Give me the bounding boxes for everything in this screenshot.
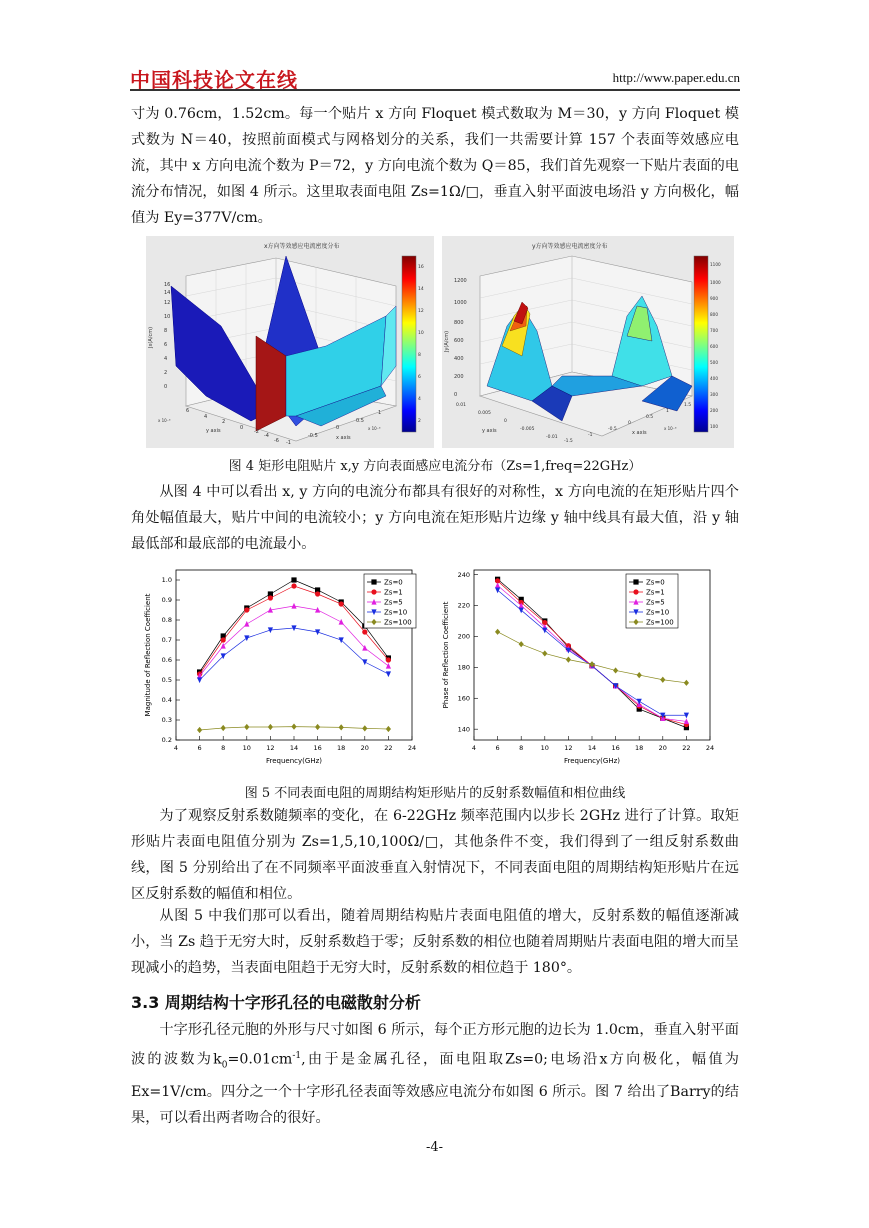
x-tick-label: 16 — [611, 744, 620, 752]
x-tick-label: 22 — [682, 744, 691, 752]
fig4-left-plot — [146, 236, 434, 448]
ztick: 16 — [164, 282, 171, 288]
legend-entry: Zs=5 — [384, 598, 403, 607]
y-tick-label: 160 — [457, 694, 470, 703]
ztick: 4 — [164, 356, 168, 362]
svg-text:12: 12 — [418, 309, 424, 314]
svg-text:0: 0 — [240, 425, 244, 431]
fig4-left-colorbar — [402, 256, 416, 432]
fig4-right-colorbar — [694, 256, 708, 432]
svg-text:-6: -6 — [274, 438, 279, 444]
fig4-left-cbar-ticks — [418, 264, 424, 424]
legend-marker — [371, 589, 376, 594]
legend-entry: Zs=10 — [646, 608, 670, 617]
svg-text:0.01: 0.01 — [456, 403, 467, 408]
data-point — [386, 657, 391, 662]
data-point — [315, 591, 320, 596]
fig5-magnitude-chart — [140, 560, 430, 772]
svg-text:2: 2 — [418, 419, 421, 424]
svg-text:400: 400 — [710, 376, 718, 381]
x-tick-label: 4 — [471, 744, 477, 752]
journal-logo: 中国科技论文在线 — [130, 68, 298, 92]
y-tick-label: 0.8 — [161, 616, 172, 625]
section-title: 3.3 周期结构十字形孔径的电磁散射分析 — [131, 993, 421, 1012]
x-tick-label: 22 — [384, 744, 393, 752]
fig5-phase-chart — [438, 560, 728, 772]
x-tick-label: 12 — [564, 744, 573, 752]
x-tick-label: 18 — [635, 744, 644, 752]
fig4-left-panel — [146, 236, 434, 448]
x-tick-label: 14 — [587, 744, 597, 752]
x-tick-label: 24 — [705, 744, 715, 752]
x-tick-label: 10 — [242, 744, 251, 752]
fig4-right-zticks — [454, 278, 467, 398]
svg-text:1000: 1000 — [710, 280, 721, 285]
data-point — [244, 607, 249, 612]
x-tick-label: 24 — [407, 744, 417, 752]
legend-marker — [633, 589, 638, 594]
fig4-left-title: x方向等效感应电流密度分布 — [264, 243, 340, 250]
ztick: 2 — [164, 370, 168, 376]
svg-text:900: 900 — [710, 296, 718, 301]
svg-text:0.5: 0.5 — [356, 418, 364, 424]
svg-text:0: 0 — [504, 419, 507, 424]
svg-text:14: 14 — [418, 287, 424, 292]
svg-text:600: 600 — [454, 338, 464, 344]
legend-entry: Zs=0 — [646, 578, 665, 587]
svg-text:-1: -1 — [588, 433, 593, 438]
svg-text:1: 1 — [378, 410, 382, 416]
svg-text:10: 10 — [418, 331, 424, 336]
fig4-right-ylabel: y axis — [482, 428, 497, 434]
paragraph-4: 从图 5 中我们那可以看出，随着周期结构贴片表面电阻值的增大，反射系数的幅值逐渐减小，当 Zs 趋于无穷大时，反射系数趋于零；反射系数的相位也随着周期贴片表面电阻的增大而呈现减小的趋势，当表面电阻趋于无穷大时，反射系数的相位趋于 180°。 — [131, 908, 739, 976]
svg-text:-1: -1 — [286, 440, 291, 446]
svg-text:200: 200 — [454, 374, 464, 380]
svg-text:-0.5: -0.5 — [308, 433, 318, 439]
x-axis-label: Frequency(GHz) — [564, 757, 620, 765]
legend-entry: Zs=100 — [646, 618, 674, 627]
svg-text:4: 4 — [204, 414, 208, 420]
paragraph-1: 寸为 0.76cm，1.52cm。每一个贴片 x 方向 Floquet 模式数取为 M＝30，y 方向 Floquet 模式数为 N＝40，按照前面模式与网格划分的关系，我们一共需要计算 157 个表面等效感应电流，其中 x 方向电流个数为 P＝72，y 方向电流个数为 Q＝85，我们首先观察一下贴片表面的电流分布情况，如图 4 所示。这里取表面电阻 Zs=1Ω/□，垂直入射平面波电场沿 y 方向极化，幅值为 Ey=377V/cm。 — [131, 106, 739, 226]
fig4-left-xlabel: x axis — [336, 435, 351, 441]
y-tick-label: 140 — [457, 725, 470, 734]
fig4-right-xscale: x 10⁻³ — [664, 426, 677, 431]
fig4-right-cbar-ticks — [710, 262, 721, 429]
y-tick-label: 1.0 — [161, 576, 172, 585]
svg-text:0.5: 0.5 — [646, 415, 654, 420]
svg-text:700: 700 — [710, 328, 718, 333]
fig4-left-zticks — [164, 282, 170, 390]
y-tick-label: 0.5 — [161, 676, 172, 685]
y-tick-label: 200 — [457, 632, 470, 641]
svg-text:200: 200 — [710, 408, 718, 413]
y-tick-label: 0.9 — [161, 596, 172, 605]
ztick: 10 — [164, 314, 171, 320]
svg-text:-0.5: -0.5 — [608, 427, 617, 432]
x-tick-label: 20 — [658, 744, 667, 752]
fig4-right-title: y方向等效感应电流密度分布 — [532, 243, 608, 250]
paragraph-3: 为了观察反射系数随频率的变化，在 6-22GHz 频率范围内以步长 2GHz 进行了计算。取矩形贴片表面电阻值分别为 Zs=1,5,10,100Ω/□，其他条件不变，我们得到了一组反射系数曲线，图 5 分别给出了在不同频率平面波垂直入射情况下，不同表面电阻的周期结构矩形贴片在远区反射系数的幅值和相位。 — [131, 808, 739, 902]
legend-entry: Zs=1 — [646, 588, 665, 597]
legend-entry: Zs=0 — [384, 578, 403, 587]
svg-text:0: 0 — [454, 392, 458, 398]
svg-text:6: 6 — [418, 375, 421, 380]
page-header — [130, 64, 740, 92]
svg-text:4: 4 — [418, 397, 421, 402]
svg-text:-1.5: -1.5 — [564, 439, 573, 444]
legend-entry: Zs=5 — [646, 598, 665, 607]
ztick: 14 — [164, 290, 171, 296]
svg-text:800: 800 — [710, 312, 718, 317]
ztick: 8 — [164, 328, 168, 334]
legend-marker — [633, 579, 638, 584]
y-axis-label: Phase of Reflection Coefficient — [442, 601, 450, 709]
header-url[interactable]: http://www.paper.edu.cn — [612, 70, 740, 85]
svg-text:8: 8 — [418, 353, 421, 358]
data-point — [268, 595, 273, 600]
svg-text:16: 16 — [418, 265, 424, 270]
data-point — [339, 601, 344, 606]
svg-text:1100: 1100 — [710, 262, 721, 267]
x-tick-label: 16 — [313, 744, 322, 752]
fig4-left-xscale: x 10⁻³ — [368, 426, 381, 431]
svg-text:-4: -4 — [264, 433, 269, 439]
data-point — [362, 629, 367, 634]
data-point — [221, 637, 226, 642]
y-tick-label: 0.3 — [161, 716, 172, 725]
svg-text:800: 800 — [454, 320, 464, 326]
fig4-caption: 图 4 矩形电阻贴片 x,y 方向表面感应电流分布（Zs=1,freq=22GHz） — [228, 459, 642, 474]
x-tick-label: 6 — [197, 744, 202, 752]
x-axis-label: Frequency(GHz) — [266, 757, 322, 765]
svg-text:-2: -2 — [254, 429, 259, 435]
data-point — [291, 577, 296, 582]
svg-text:100: 100 — [710, 424, 718, 429]
fig4-right-zlabel: Jy(A/cm) — [444, 330, 450, 352]
x-tick-label: 18 — [337, 744, 346, 752]
svg-text:1200: 1200 — [454, 278, 467, 284]
fig5-caption: 图 5 不同表面电阻的周期结构矩形贴片的反射系数幅值和相位曲线 — [244, 786, 626, 801]
x-tick-label: 12 — [266, 744, 275, 752]
x-tick-label: 20 — [360, 744, 369, 752]
svg-text:0: 0 — [628, 421, 631, 426]
ztick: 6 — [164, 342, 168, 348]
y-tick-label: 180 — [457, 663, 470, 672]
x-tick-label: 14 — [289, 744, 299, 752]
legend-marker — [371, 579, 376, 584]
x-tick-label: 4 — [173, 744, 179, 752]
svg-text:1: 1 — [666, 409, 669, 414]
svg-text:2: 2 — [222, 419, 226, 425]
svg-text:-0.005: -0.005 — [520, 427, 535, 432]
ztick: 12 — [164, 300, 171, 306]
svg-text:1.5: 1.5 — [684, 403, 692, 408]
fig4-left-zlabel: Jx(A/cm) — [148, 326, 154, 348]
y-tick-label: 220 — [457, 601, 470, 610]
svg-text:600: 600 — [710, 344, 718, 349]
svg-text:300: 300 — [710, 392, 718, 397]
fig4-right-xlabel: x axis — [632, 430, 647, 436]
svg-text:1000: 1000 — [454, 300, 467, 306]
x-tick-label: 8 — [519, 744, 524, 752]
y-tick-label: 240 — [457, 570, 470, 579]
x-tick-label: 6 — [495, 744, 500, 752]
svg-text:500: 500 — [710, 360, 718, 365]
x-tick-label: 10 — [540, 744, 549, 752]
fig4-left-yscale: x 10⁻³ — [158, 418, 171, 423]
ztick: 0 — [164, 384, 168, 390]
y-tick-label: 0.6 — [161, 656, 172, 665]
svg-text:400: 400 — [454, 356, 464, 362]
header-rule — [130, 89, 740, 91]
fig4-left-ylabel: y axis — [206, 428, 221, 434]
y-tick-label: 0.4 — [161, 696, 172, 705]
fig4-right-plot — [442, 236, 734, 448]
legend-entry: Zs=10 — [384, 608, 408, 617]
x-tick-label: 8 — [221, 744, 226, 752]
page-number: -4- — [425, 1140, 444, 1155]
svg-text:0: 0 — [336, 425, 340, 431]
svg-text:6: 6 — [186, 408, 190, 414]
y-tick-label: 0.2 — [161, 736, 172, 745]
data-point — [291, 583, 296, 588]
paragraph-5: 十字形孔径元胞的外形与尺寸如图 6 所示，每个正方形元胞的边长为 1.0cm，垂直入射平面波的波数为$k_0=0.01cm^{-1}$,由于是金属孔径，面电阻取Zs=0;电场沿x方向极化，幅值为Ex=1V/cm。四分之一个十字形孔径表面等效感应电流分布如图 6 所示。图 7 给出了Barry的结果，可以看出两者吻合的很好。 — [131, 1022, 739, 1126]
fig4-right-panel — [442, 236, 734, 448]
legend-entry: Zs=1 — [384, 588, 403, 597]
legend-entry: Zs=100 — [384, 618, 412, 627]
svg-text:-0.01: -0.01 — [546, 435, 558, 440]
paragraph-2: 从图 4 中可以看出 x, y 方向的电流分布都具有很好的对称性，x 方向电流的在矩形贴片四个角处幅值最大，贴片中间的电流较小；y 方向电流在矩形贴片边缘 y 轴中线具有最大值，沿 y 轴最低部和最底部的电流最小。 — [131, 484, 739, 552]
y-tick-label: 0.7 — [161, 636, 172, 645]
svg-text:0.005: 0.005 — [478, 411, 491, 416]
y-axis-label: Magnitude of Reflection Coefficient — [144, 593, 152, 717]
